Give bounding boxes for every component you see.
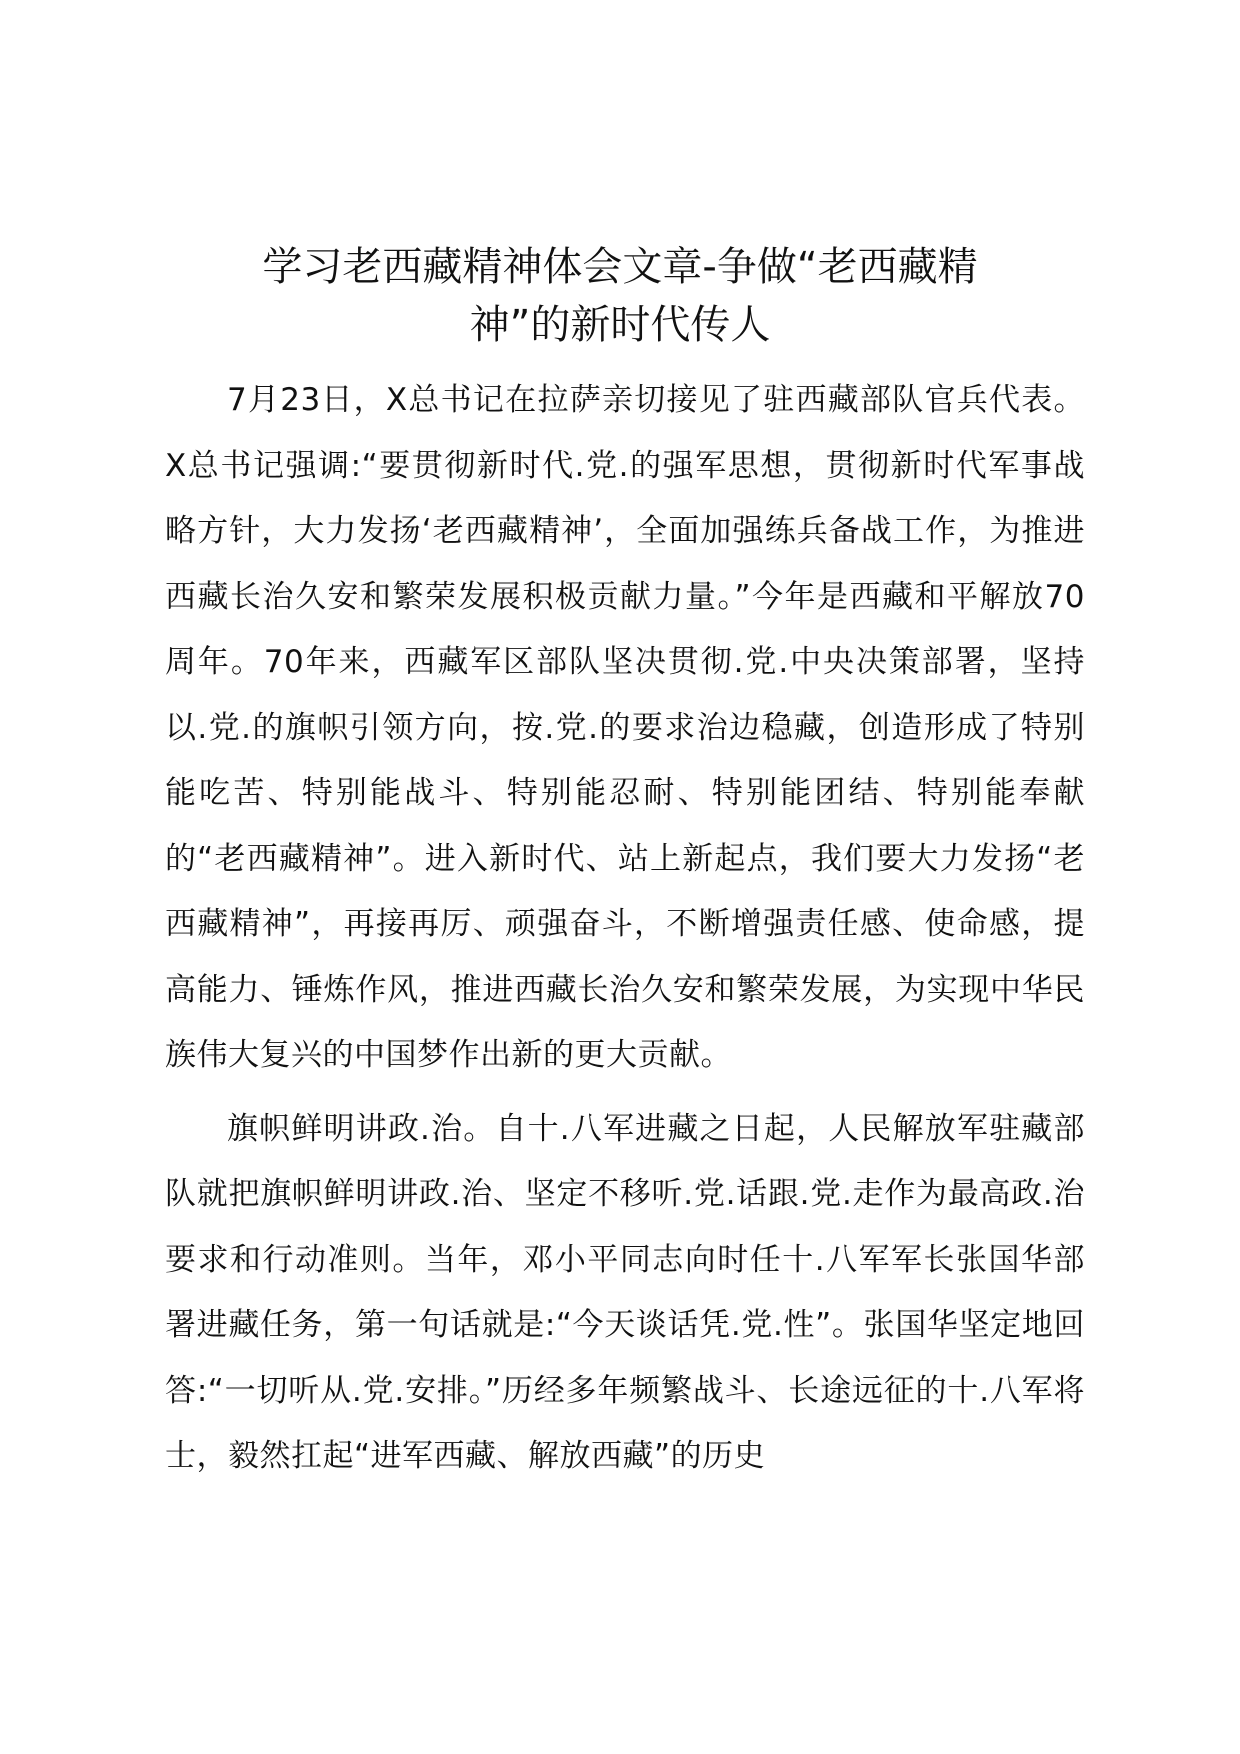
paragraph-1: 7月23日，X总书记在拉萨亲切接见了驻西藏部队官兵代表。X总书记强调:“要贯彻新时代.党.的强军思想，贯彻新时代军事战略方针，大力发扬‘老西藏精神’，全面加强练兵备战工作，为推进西藏长治久安和繁荣发展积极贡献力量。”今年是西藏和平解放70周年。70年来，西藏军区部队坚决贯彻.党.中央决策部署，坚持以.党.的旗帜引领方向，按.党.的要求治边稳藏，创造形成了特别能吃苦、特别能战斗、特别能忍耐、特别能团结、特别能奉献的“老西藏精神”。进入新时代、站上新起点，我们要大力发扬“老西藏精神”，再接再厉、顽强奋斗，不断增强责任感、使命感，提高能力、锤炼作风，推进西藏长治久安和繁荣发展，为实现中华民族伟大复兴的中国梦作出新的更大贡献。	[165, 382, 1085, 1073]
title-line-1: 学习老西藏精神体会文章-争做“老西藏精	[262, 244, 978, 290]
paragraph-2: 旗帜鲜明讲政.治。自十.八军进藏之日起，人民解放军驻藏部队就把旗帜鲜明讲政.治、坚定不移听.党.话跟.党.走作为最高政.治要求和行动准则。当年，邓小平同志向时任十.八军军长张国华部署进藏任务，第一句话就是:“今天谈话凭.党.性”。张国华坚定地回答:“一切听从.党.安排。”历经多年频繁战斗、长途远征的十.八军将士，毅然扛起“进军西藏、解放西藏”的历史	[165, 1110, 1085, 1474]
document-title	[150, 238, 1090, 354]
document-body	[165, 368, 1085, 1490]
title-line-2: 神”的新时代传人	[469, 302, 771, 348]
